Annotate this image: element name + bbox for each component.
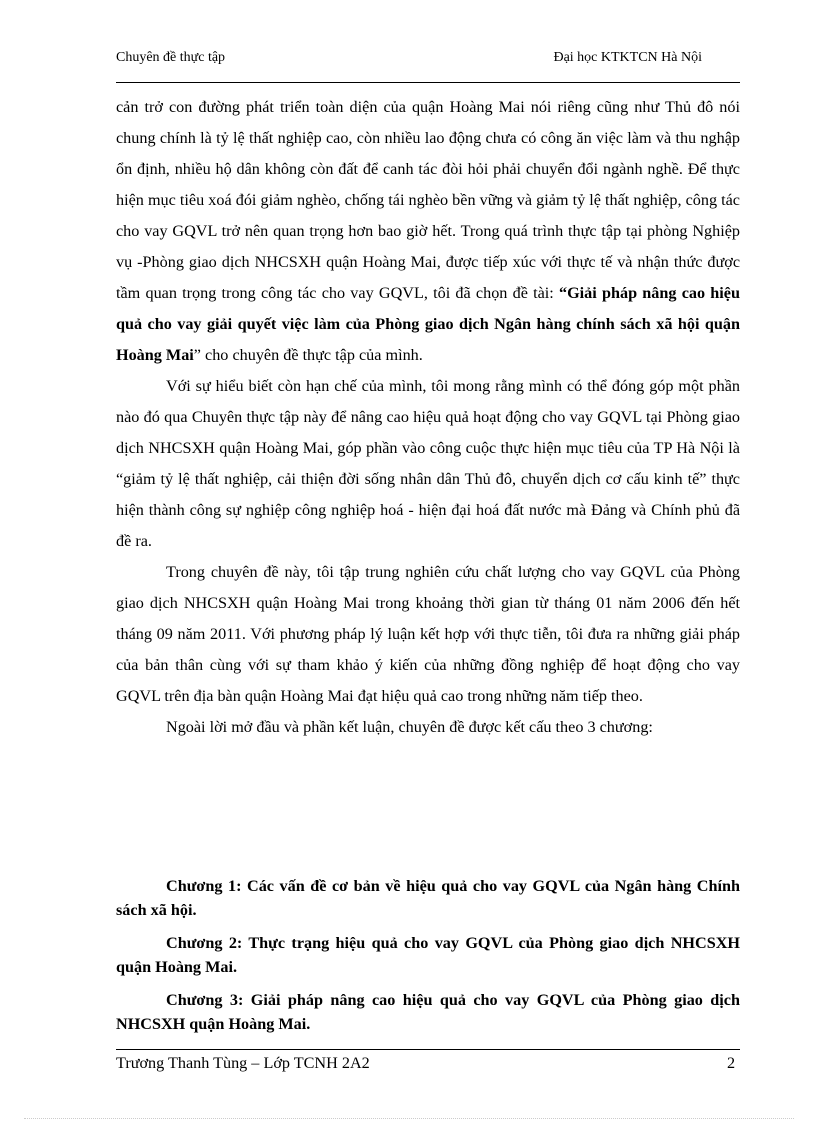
chapter-list bbox=[116, 874, 740, 1045]
paragraph-2: Với sự hiểu biết còn hạn chế của mình, tôi mong rằng mình có thể đóng góp một phần nào đó qua Chuyên thực tập này để nâng cao hiệu quả hoạt động cho vay GQVL tại Phòng giao dịch NHCSXH quận Hoàng Mai, góp phần vào công cuộc thực hiện mục tiêu của TP Hà Nội là “giảm tỷ lệ thất nghiệp, cải thiện đời sống nhân dân Thủ đô, chuyển dịch cơ cấu kinh tế” thực hiện thành công sự nghiệp công nghiệp hoá - hiện đại hoá đất nước mà Đảng và Chính phủ đã đề ra. bbox=[116, 377, 740, 550]
chapter-3: Chương 3: Giải pháp nâng cao hiệu quả cho vay GQVL của Phòng giao dịch NHCSXH quận Hoàng Mai. bbox=[116, 991, 740, 1033]
thesis-title: “Giải pháp nâng cao hiệu quả cho vay giải quyết việc làm của Phòng giao dịch Ngân hàng chính sách xã hội quận Hoàng Mai bbox=[116, 284, 740, 364]
page-header bbox=[116, 50, 740, 74]
footer-divider bbox=[116, 1049, 740, 1050]
footer-author: Trương Thanh Tùng – Lớp TCNH 2A2 bbox=[116, 1054, 370, 1072]
paragraph-1 bbox=[116, 92, 740, 371]
chapter-1: Chương 1: Các vấn đề cơ bản về hiệu quả cho vay GQVL của Ngân hàng Chính sách xã hội. bbox=[116, 877, 740, 919]
header-left-text: Chuyên đề thực tập bbox=[116, 50, 226, 65]
page-number: 2 bbox=[727, 1054, 736, 1072]
body-text bbox=[116, 92, 740, 743]
page-bottom-edge bbox=[24, 1118, 794, 1119]
chapter-2: Chương 2: Thực trạng hiệu quả cho vay GQVL của Phòng giao dịch NHCSXH quận Hoàng Mai. bbox=[116, 934, 740, 976]
paragraph-4: Ngoài lời mở đầu và phần kết luận, chuyên đề được kết cấu theo 3 chương: bbox=[166, 718, 653, 736]
paragraph-3: Trong chuyên đề này, tôi tập trung nghiên cứu chất lượng cho vay GQVL của Phòng giao dịch NHCSXH quận Hoàng Mai trong khoảng thời gian từ tháng 01 năm 2006 đến hết tháng 09 năm 2011. Với phương pháp lý luận kết hợp với thực tiễn, tôi đưa ra những giải pháp của bản thân cùng với sự tham khảo ý kiến của những đồng nghiệp để hoạt động cho vay GQVL trên địa bàn quận Hoàng Mai đạt hiệu quả cao trong những năm tiếp theo. bbox=[116, 563, 740, 705]
paragraph-1-text-b: ” cho chuyên đề thực tập của mình. bbox=[193, 346, 423, 364]
header-divider bbox=[116, 82, 740, 83]
paragraph-1-text-a: cản trở con đường phát triển toàn diện của quận Hoàng Mai nói riêng cũng như Thủ đô nói chung chính là tỷ lệ thất nghiệp cao, còn nhiều lao động chưa có công ăn việc làm và thu nghập ổn định, nhiều hộ dân không còn đất để canh tác đòi hỏi phải chuyển đổi ngành nghề. Để thực hiện mục tiêu xoá đói giảm nghèo, chống tái nghèo bền vững và giảm tỷ lệ thất nghiệp, công tác cho vay GQVL trở nên quan trọng hơn bao giờ hết. Trong quá trình thực tập tại phòng Nghiệp vụ -Phòng giao dịch NHCSXH quận Hoàng Mai, được tiếp xúc với thực tế và nhận thức được tầm quan trọng trong công tác cho vay GQVL, tôi đã chọn đề tài: bbox=[116, 98, 740, 302]
header-right-text: Đại học KTKTCN Hà Nội bbox=[553, 50, 702, 65]
